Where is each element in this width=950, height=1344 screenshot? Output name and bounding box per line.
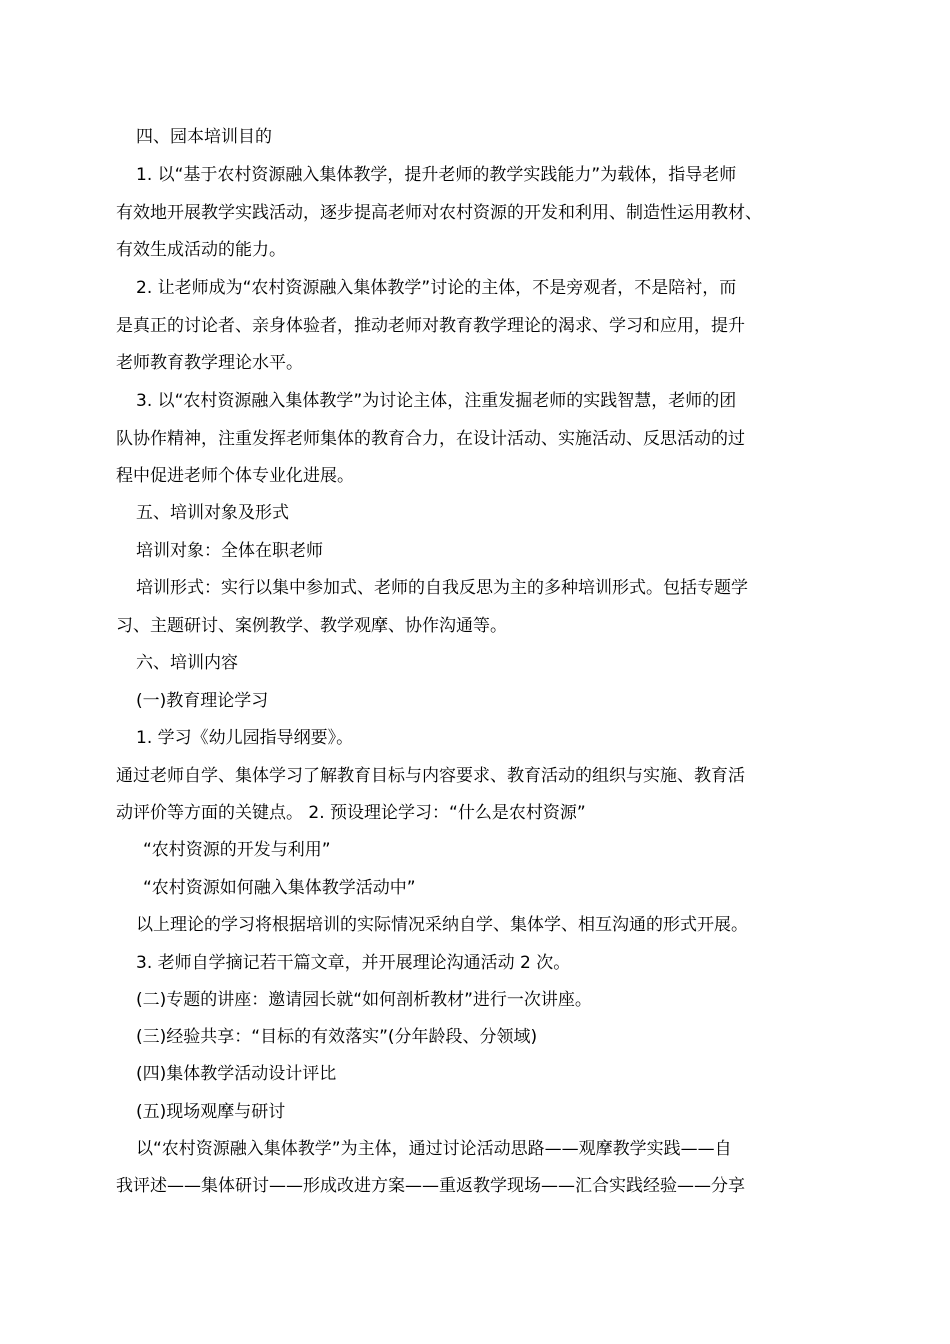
paragraph-line: 通过老师自学、集体学习了解教育目标与内容要求、教育活动的组织与实施、教育活 xyxy=(116,766,745,786)
paragraph-line: 1. 以“基于农村资源融入集体教学，提升老师的教学实践能力”为载体，指导老师 xyxy=(136,165,737,185)
paragraph-line: “农村资源的开发与利用” xyxy=(143,840,331,860)
paragraph-line: 3. 老师自学摘记若干篇文章，并开展理论沟通活动 2 次。 xyxy=(136,953,571,973)
paragraph-line: 有效生成活动的能力。 xyxy=(116,240,286,260)
paragraph-line: 以“农村资源融入集体教学”为主体，通过讨论活动思路——观摩教学实践——自 xyxy=(136,1139,732,1159)
paragraph-line: 3. 以“农村资源融入集体教学”为讨论主体，注重发掘老师的实践智慧，老师的团 xyxy=(136,391,737,411)
paragraph-line: 队协作精神，注重发挥老师集体的教育合力，在设计活动、实施活动、反思活动的过 xyxy=(116,429,745,449)
subsection-heading: (三)经验共享：“目标的有效落实”(分年龄段、分领域) xyxy=(136,1027,538,1047)
paragraph-line: 程中促进老师个体专业化进展。 xyxy=(116,466,354,486)
paragraph-line: 以上理论的学习将根据培训的实际情况采纳自学、集体学、相互沟通的形式开展。 xyxy=(136,915,748,935)
paragraph-line: 动评价等方面的关键点。 2. 预设理论学习：“什么是农村资源” xyxy=(116,803,586,823)
subsection-heading: (二)专题的讲座：邀请园长就“如何剖析教材”进行一次讲座。 xyxy=(136,990,592,1010)
subsection-heading: (五)现场观摩与研讨 xyxy=(136,1102,286,1122)
paragraph-line: 培训对象：全体在职老师 xyxy=(136,541,323,561)
subsection-heading: (一)教育理论学习 xyxy=(136,691,269,711)
paragraph-line: 是真正的讨论者、亲身体验者，推动老师对教育教学理论的渴求、学习和应用，提升 xyxy=(116,316,745,336)
paragraph-line: 我评述——集体研讨——形成改进方案——重返教学现场——汇合实践经验——分享 xyxy=(116,1176,745,1196)
section-heading-4: 四、园本培训目的 xyxy=(136,127,272,147)
paragraph-line: 培训形式：实行以集中参加式、老师的自我反思为主的多种培训形式。包括专题学 xyxy=(136,578,748,598)
section-heading-5: 五、培训对象及形式 xyxy=(136,503,289,523)
paragraph-line: “农村资源如何融入集体教学活动中” xyxy=(143,878,416,898)
paragraph-line: 2. 让老师成为“农村资源融入集体教学”讨论的主体，不是旁观者，不是陪衬，而 xyxy=(136,278,737,298)
paragraph-line: 老师教育教学理论水平。 xyxy=(116,353,303,373)
subsection-heading: (四)集体教学活动设计评比 xyxy=(136,1064,337,1084)
paragraph-line: 有效地开展教学实践活动，逐步提高老师对农村资源的开发和利用、制造性运用教材、 xyxy=(116,203,762,223)
section-heading-6: 六、培训内容 xyxy=(136,653,238,673)
paragraph-line: 1. 学习《幼儿园指导纲要》。 xyxy=(136,728,354,748)
paragraph-line: 习、主题研讨、案例教学、教学观摩、协作沟通等。 xyxy=(116,616,507,636)
